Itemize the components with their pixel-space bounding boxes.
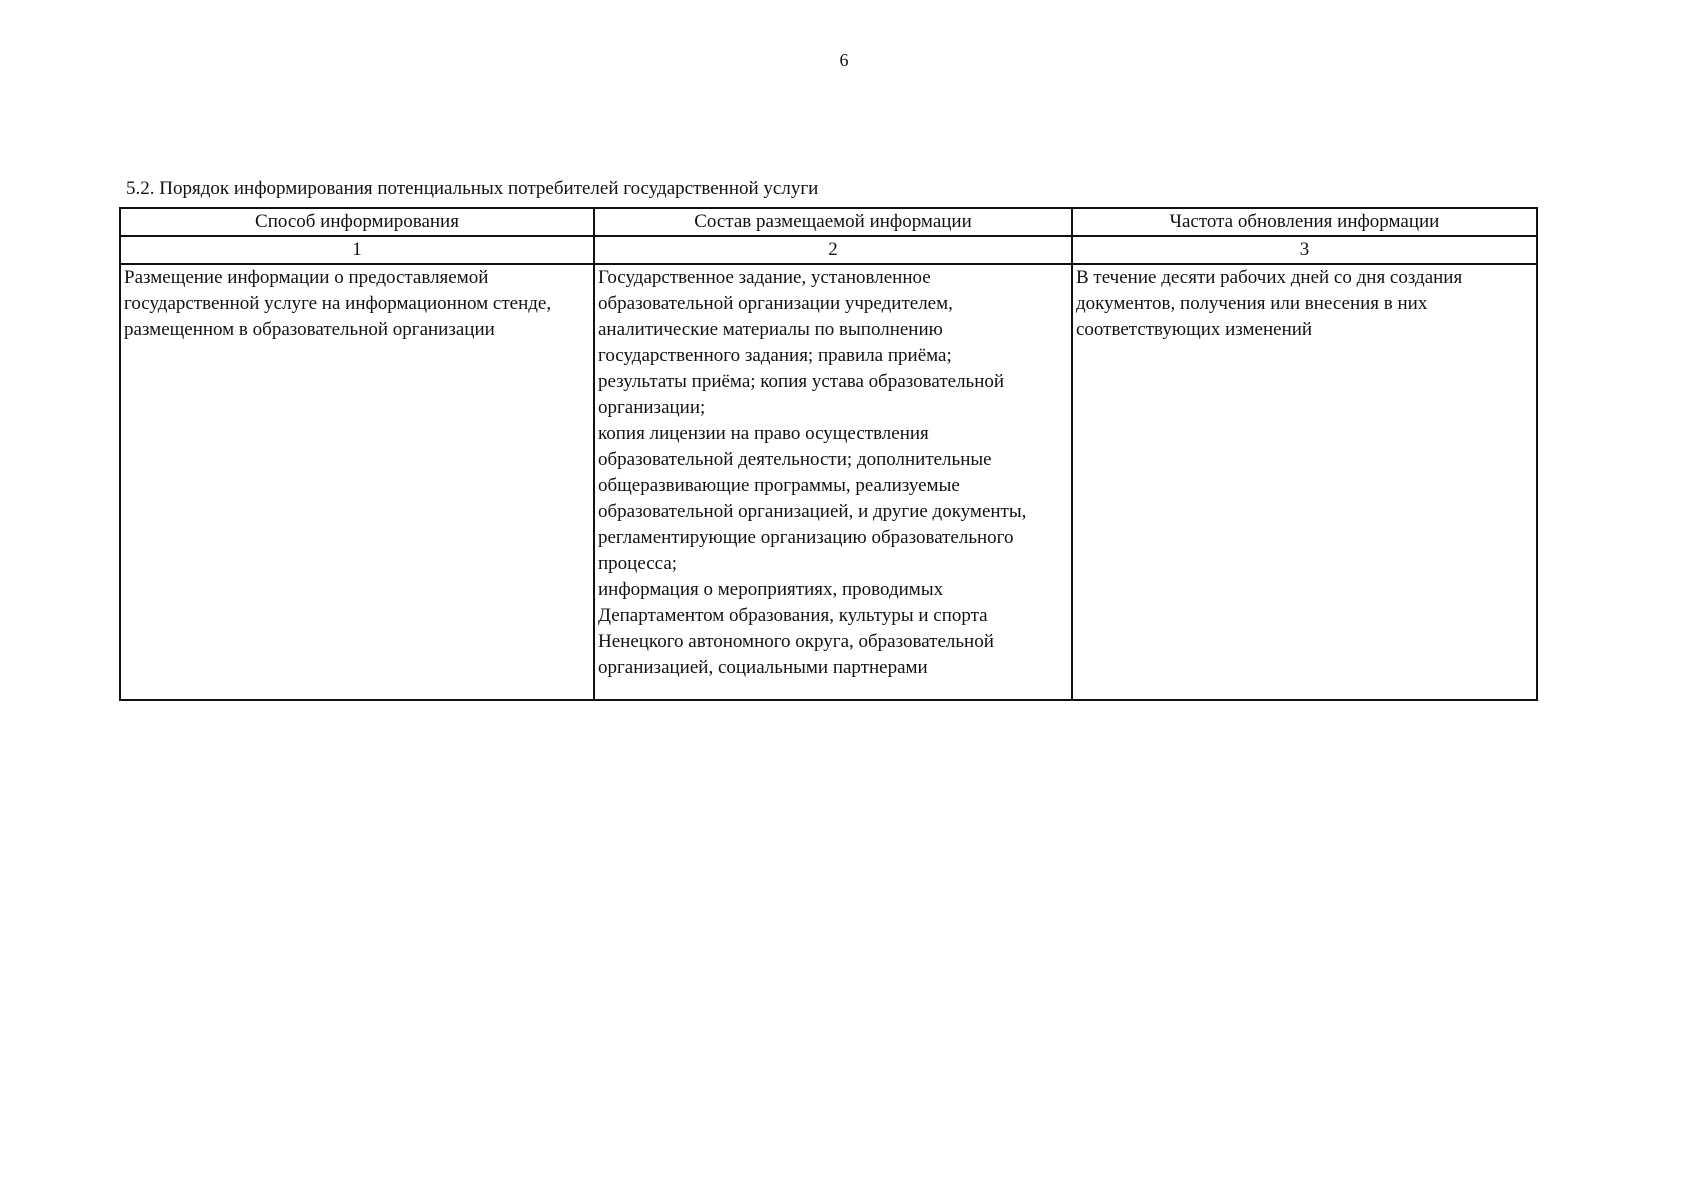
contents-line: организации; [598, 397, 706, 418]
frequency-line: В течение десяти рабочих дней со дня создания [1076, 267, 1463, 288]
method-cell [120, 264, 594, 700]
header-method: Способ информирования [120, 208, 594, 236]
frequency-line: документов, получения или внесения в них [1076, 293, 1428, 314]
contents-line: образовательной организацией, и другие документы, [598, 501, 1027, 522]
frequency-cell [1072, 264, 1537, 700]
contents-line: копия лицензии на право осуществления [598, 423, 929, 444]
contents-line: информация о мероприятиях, проводимых [598, 579, 944, 600]
contents-line: Государственное задание, установленное [598, 267, 931, 288]
method-line: Размещение информации о предоставляемой [124, 267, 489, 288]
contents-line: образовательной деятельности; дополнительные [598, 449, 992, 470]
column-number-1: 1 [120, 236, 594, 264]
contents-line: общеразвивающие программы, реализуемые [598, 475, 960, 496]
page-number: 6 [839, 50, 849, 70]
table-row [120, 264, 1537, 700]
header-contents: Состав размещаемой информации [594, 208, 1072, 236]
contents-line: регламентирующие организацию образовательного [598, 527, 1014, 548]
method-line: государственной услуге на информационном стенде, [124, 293, 552, 314]
information-table [119, 207, 1538, 701]
contents-line: процесса; [598, 553, 678, 574]
contents-line: организацией, социальными партнерами [598, 657, 928, 678]
method-line: размещенном в образовательной организации [124, 319, 495, 340]
contents-line: государственного задания; правила приёма; [598, 345, 952, 366]
contents-line: Ненецкого автономного округа, образовательной [598, 631, 994, 652]
header-frequency: Частота обновления информации [1072, 208, 1537, 236]
contents-line: Департаментом образования, культуры и спорта [598, 605, 988, 626]
contents-line: аналитические материалы по выполнению [598, 319, 943, 340]
column-number-2: 2 [594, 236, 1072, 264]
column-number-3: 3 [1072, 236, 1537, 264]
frequency-line: соответствующих изменений [1076, 319, 1313, 340]
contents-line: результаты приёма; копия устава образовательной [598, 371, 1005, 392]
contents-line: образовательной организации учредителем, [598, 293, 953, 314]
contents-cell [594, 264, 1072, 700]
section-title: 5.2. Порядок информирования потенциальных потребителей государственной услуги [126, 178, 819, 199]
header-row [120, 208, 1537, 236]
column-number-row [120, 236, 1537, 264]
